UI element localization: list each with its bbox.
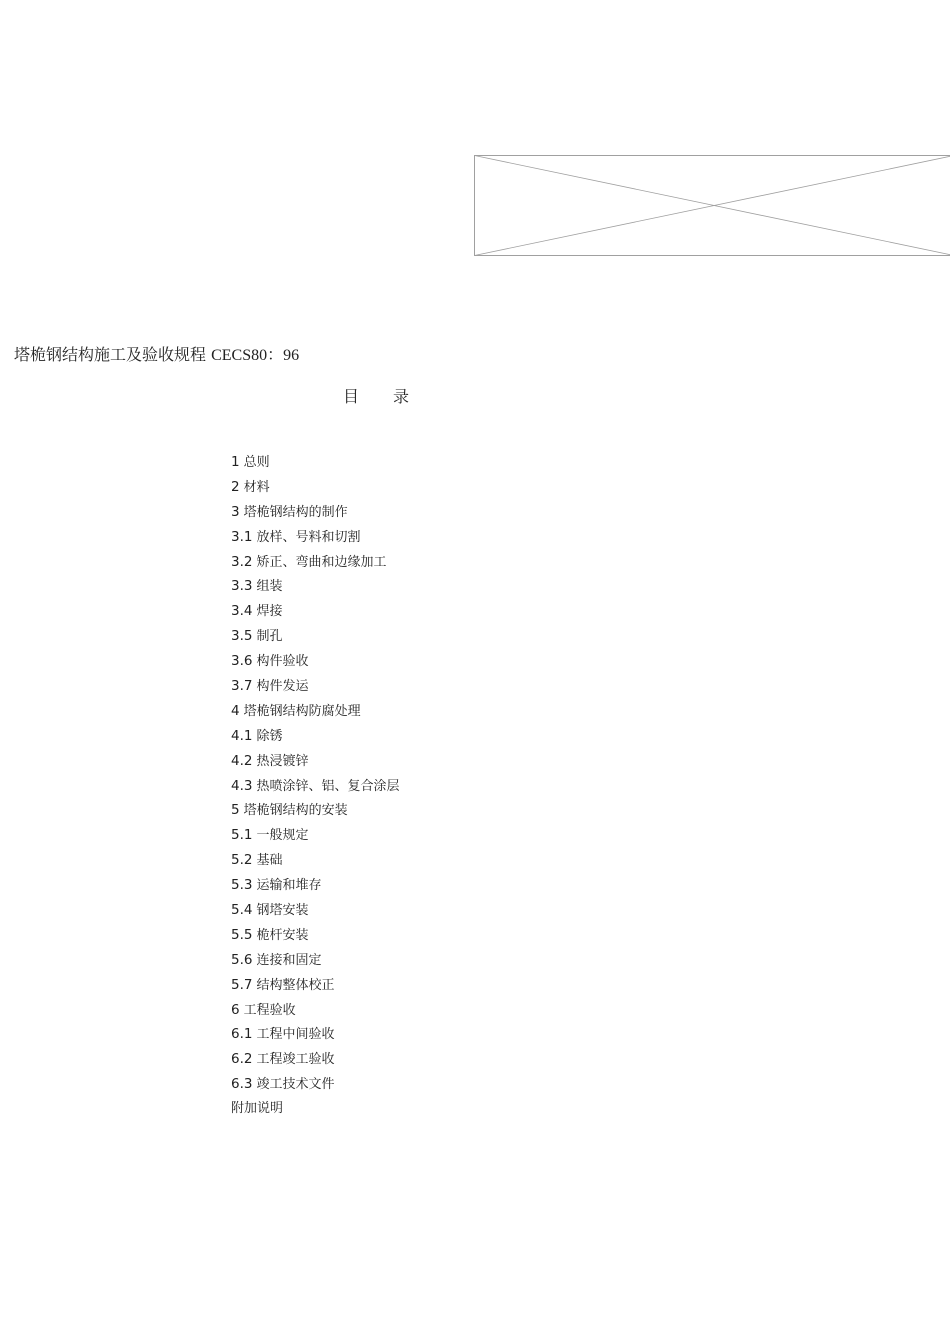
toc-item-number: 3.1 — [231, 528, 253, 545]
toc-item-number: 3.4 — [231, 603, 253, 620]
toc-item-label: 塔桅钢结构的制作 — [243, 504, 348, 520]
toc-item[interactable] — [231, 1072, 400, 1097]
toc-item-number: 4.2 — [231, 752, 253, 769]
toc-item-label: 放样、号料和切割 — [256, 529, 361, 545]
toc-item-label: 运输和堆存 — [256, 878, 322, 894]
toc-item-number: 3.7 — [231, 678, 253, 695]
toc-item-number: 6.3 — [231, 1076, 253, 1093]
toc-item-number: 4 — [231, 702, 240, 719]
table-of-contents — [231, 450, 400, 1122]
toc-item[interactable] — [231, 500, 400, 525]
toc-item-number: 3.3 — [231, 578, 253, 595]
toc-item-label: 钢塔安装 — [256, 903, 309, 919]
toc-item[interactable] — [231, 948, 400, 973]
toc-item[interactable] — [231, 450, 400, 475]
toc-item[interactable] — [231, 599, 400, 624]
toc-item-label: 工程中间验收 — [256, 1027, 335, 1043]
toc-item[interactable] — [231, 798, 400, 823]
toc-item-label: 构件发运 — [256, 679, 309, 695]
toc-heading-right: 录 — [393, 387, 410, 406]
toc-item[interactable] — [231, 699, 400, 724]
document-standard-code: CECS80：96 — [211, 347, 300, 364]
toc-item-number: 6.1 — [231, 1026, 253, 1043]
toc-item-label: 一般规定 — [256, 828, 309, 844]
toc-item-label: 总则 — [243, 455, 270, 470]
toc-item[interactable] — [231, 923, 400, 948]
toc-item-number: 3.2 — [231, 553, 253, 570]
toc-item[interactable] — [231, 724, 400, 749]
toc-item-number: 5.7 — [231, 976, 253, 993]
toc-item-label: 工程竣工验收 — [256, 1052, 335, 1068]
toc-item-label: 结构整体校正 — [256, 977, 335, 993]
toc-item-number: 5.2 — [231, 852, 253, 869]
toc-item-number: 2 — [231, 478, 240, 495]
toc-item-label: 塔桅钢结构防腐处理 — [243, 703, 361, 719]
toc-item-number: 5.1 — [231, 827, 253, 844]
toc-item[interactable] — [231, 1022, 400, 1047]
toc-item[interactable] — [231, 873, 400, 898]
toc-item[interactable] — [231, 898, 400, 923]
toc-item[interactable] — [231, 475, 400, 500]
toc-item[interactable] — [231, 823, 400, 848]
toc-item[interactable] — [231, 774, 400, 799]
toc-item-number: 4.3 — [231, 777, 253, 794]
toc-item-number: 5.3 — [231, 877, 253, 894]
toc-item-label: 矫正、弯曲和边缘加工 — [256, 554, 387, 570]
toc-item[interactable] — [231, 848, 400, 873]
toc-item[interactable] — [231, 574, 400, 599]
toc-item-label: 组装 — [256, 579, 283, 595]
toc-item-number: 5.5 — [231, 926, 253, 943]
toc-item-label: 附加说明 — [231, 1101, 284, 1117]
toc-item-number: 6.2 — [231, 1051, 253, 1068]
toc-item[interactable] — [231, 525, 400, 550]
toc-item-number: 5.6 — [231, 951, 253, 968]
toc-item[interactable] — [231, 998, 400, 1023]
toc-item-number: 5.4 — [231, 902, 253, 919]
toc-item-number: 3 — [231, 503, 240, 520]
toc-item-label: 热喷涂锌、铝、复合涂层 — [256, 778, 400, 794]
toc-item-number: 4.1 — [231, 727, 253, 744]
toc-item-label: 制孔 — [256, 629, 283, 645]
document-title-text: 塔桅钢结构施工及验收规程 — [14, 345, 207, 364]
toc-item-number: 5 — [231, 802, 240, 819]
toc-item-label: 塔桅钢结构的安装 — [243, 803, 348, 819]
toc-item-label: 热浸镀锌 — [256, 753, 309, 769]
toc-heading — [343, 386, 409, 408]
toc-item-label: 材料 — [243, 479, 270, 495]
toc-item-label: 除锈 — [256, 728, 283, 744]
toc-item[interactable] — [231, 649, 400, 674]
toc-item[interactable] — [231, 1047, 400, 1072]
toc-item[interactable] — [231, 749, 400, 774]
toc-heading-left: 目 — [343, 387, 360, 406]
toc-item[interactable] — [231, 973, 400, 998]
toc-item-number: 3.6 — [231, 653, 253, 670]
broken-image-icon — [474, 155, 950, 256]
document-title — [14, 344, 299, 367]
toc-item-label: 焊接 — [256, 604, 283, 620]
image-placeholder — [474, 155, 950, 256]
toc-item[interactable] — [231, 674, 400, 699]
toc-item-number: 6 — [231, 1001, 240, 1018]
toc-item-label: 竣工技术文件 — [256, 1077, 335, 1093]
toc-item-label: 基础 — [256, 853, 283, 869]
toc-item[interactable] — [231, 624, 400, 649]
toc-item[interactable] — [231, 1097, 400, 1122]
toc-item[interactable] — [231, 550, 400, 575]
toc-item-number: 3.5 — [231, 628, 253, 645]
toc-item-label: 构件验收 — [256, 654, 309, 670]
toc-item-label: 桅杆安装 — [256, 927, 309, 943]
toc-item-label: 工程验收 — [243, 1002, 296, 1018]
toc-item-label: 连接和固定 — [256, 952, 322, 968]
toc-item-number: 1 — [231, 454, 240, 470]
